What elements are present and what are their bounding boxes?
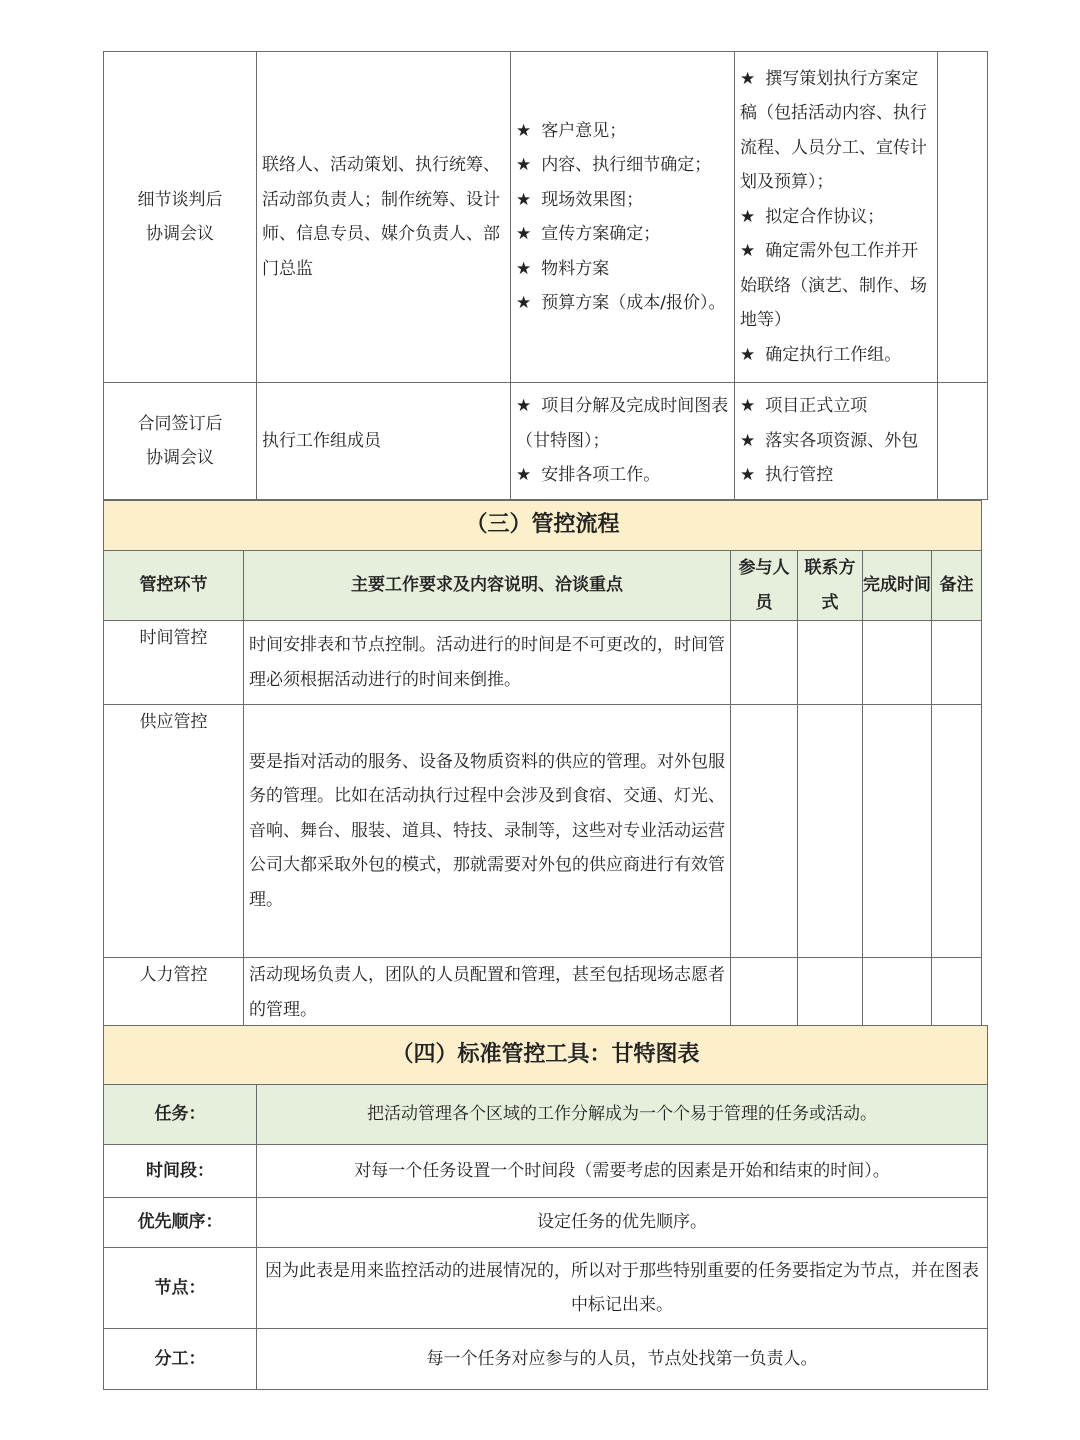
output-cell: ★ 项目正式立项 ★ 落实各项资源、外包 ★ 执行管控: [735, 383, 938, 500]
star-icon: ★: [740, 344, 756, 365]
header-contact: 联系方式: [798, 551, 863, 621]
gantt-label: 节点：: [104, 1248, 257, 1329]
table-row: [104, 621, 982, 705]
control-desc: 活动现场负责人，团队的人员配置和管理，甚至包括现场志愿者的管理。: [244, 958, 731, 1028]
output-cell: ★ 撰写策划执行方案定稿（包括活动内容、执行流程、人员分工、宣传计划及预算）； ★ 拟定合作协议； ★ 确定需外包工作并开始联络（演艺、制作、场地等） ★ 确定执行工作组。: [735, 52, 938, 383]
star-icon: ★: [740, 68, 756, 89]
section-title-row: [104, 1026, 988, 1085]
table-row: [104, 1085, 988, 1145]
star-icon: ★: [740, 206, 756, 227]
table-row: [104, 52, 988, 383]
section4-title: （四）标准管控工具：甘特图表: [104, 1026, 988, 1085]
table-row: [104, 1248, 988, 1329]
header-time: 完成时间: [863, 551, 932, 621]
control-desc: 要是指对活动的服务、设备及物质资料的供应的管理。对外包服务的管理。比如在活动执行过程中会涉及到食宿、交通、灯光、音响、舞台、服装、道具、特技、录制等，这些对专业活动运营公司大都采取外包的模式，那就需要对外包的供应商进行有效管理。: [244, 705, 731, 958]
meeting-table: [103, 51, 988, 500]
header-row: [104, 551, 982, 621]
gantt-label: 优先顺序：: [104, 1198, 257, 1248]
empty-cell: [938, 383, 988, 500]
gantt-text: 因为此表是用来监控活动的进展情况的，所以对于那些特别重要的任务要指定为节点，并在图表中标记出来。: [257, 1248, 988, 1329]
star-icon: ★: [516, 465, 532, 486]
focus-cell: ★ 项目分解及完成时间图表（甘特图）； ★ 安排各项工作。: [511, 383, 735, 500]
star-icon: ★: [516, 224, 532, 244]
gantt-label: 时间段：: [104, 1145, 257, 1198]
section-title-row: [104, 501, 982, 551]
header-people: 参与人员: [731, 551, 798, 621]
star-icon: ★: [740, 396, 756, 417]
control-name: 供应管控: [104, 705, 244, 958]
section3-title: （三）管控流程: [104, 501, 982, 551]
participants-cell: 联络人、活动策划、执行统筹、活动部负责人；制作统筹、设计师、信息专员、媒介负责人、部门总监: [257, 52, 511, 383]
stage-cell: 细节谈判后 协调会议: [104, 52, 257, 383]
gantt-text: 每一个任务对应参与的人员，节点处找第一负责人。: [257, 1329, 988, 1390]
control-process-table: [103, 500, 982, 1028]
control-name: 时间管控: [104, 621, 244, 705]
table-row: [104, 705, 982, 958]
table-row: [104, 1198, 988, 1248]
participants-cell: 执行工作组成员: [257, 383, 511, 500]
table-row: [104, 1329, 988, 1390]
control-name: 人力管控: [104, 958, 244, 1028]
star-icon: ★: [516, 258, 532, 279]
header-link: 管控环节: [104, 551, 244, 621]
gantt-tool-table: [103, 1025, 988, 1390]
gantt-text: 设定任务的优先顺序。: [257, 1198, 988, 1248]
star-icon: ★: [740, 241, 756, 262]
header-note: 备注: [932, 551, 982, 621]
gantt-label: 分工：: [104, 1329, 257, 1390]
star-icon: ★: [516, 189, 532, 210]
star-icon: ★: [516, 293, 532, 313]
control-desc: 时间安排表和节点控制。活动进行的时间是不可更改的，时间管理必须根据活动进行的时间来倒推。: [244, 621, 731, 705]
star-icon: ★: [740, 430, 756, 451]
gantt-label: 任务：: [104, 1085, 257, 1145]
star-icon: ★: [516, 120, 532, 141]
table-row: [104, 958, 982, 1028]
gantt-text: 对每一个任务设置一个时间段（需要考虑的因素是开始和结束的时间）。: [257, 1145, 988, 1198]
table-row: [104, 383, 988, 500]
stage-cell: 合同签订后 协调会议: [104, 383, 257, 500]
star-icon: ★: [516, 155, 532, 175]
star-icon: ★: [740, 465, 756, 486]
star-icon: ★: [516, 396, 532, 417]
focus-cell: ★ 客户意见； ★ 内容、执行细节确定； ★ 现场效果图； ★ 宣传方案确定； ★ 物料方案 ★ 预算方案（成本/报价）。: [511, 52, 735, 383]
table-row: [104, 1145, 988, 1198]
header-desc: 主要工作要求及内容说明、洽谈重点: [244, 551, 731, 621]
empty-cell: [938, 52, 988, 383]
gantt-text: 把活动管理各个区域的工作分解成为一个个易于管理的任务或活动。: [257, 1085, 988, 1145]
